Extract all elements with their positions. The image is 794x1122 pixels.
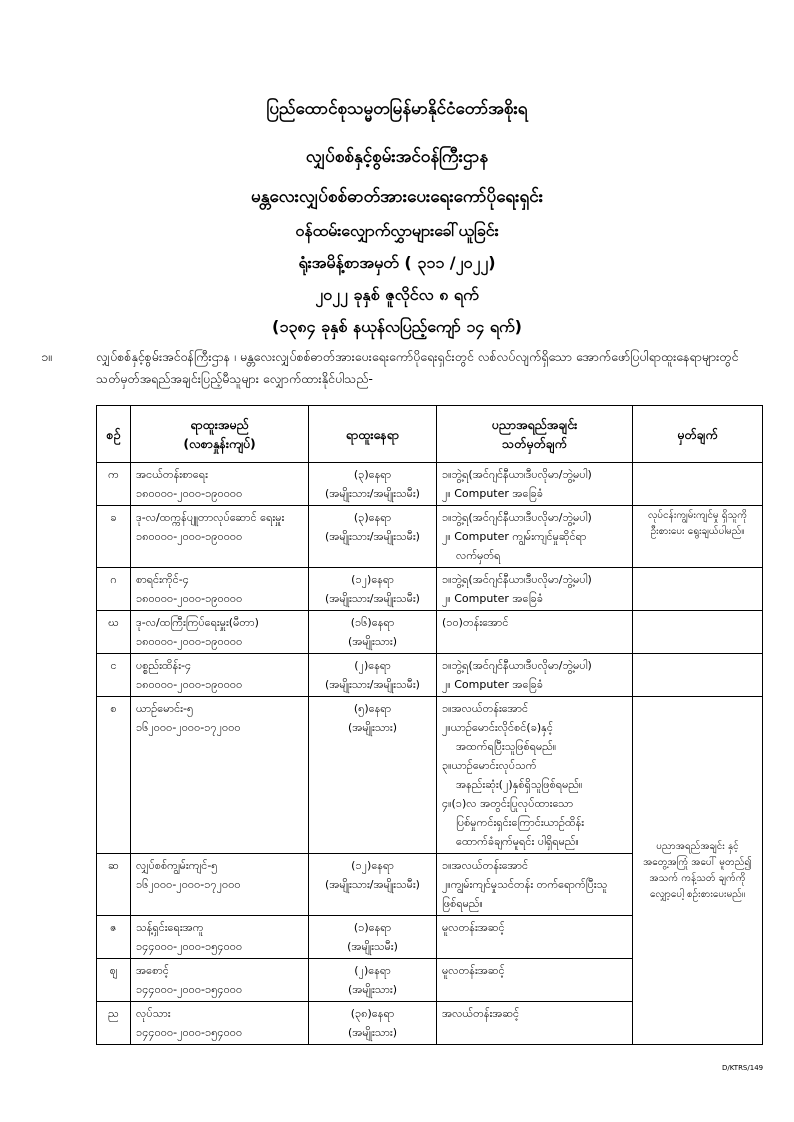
location-gender: (အမျိုးသား/အမျိုးသမီး) (325, 487, 420, 500)
location-gender: (အမျိုးသား) (347, 721, 398, 734)
qualification-line: ၂။ကျွမ်းကျင်မှုသင်တန်း တက်ရောက်ပြီးသူ (442, 878, 608, 891)
table-row (97, 506, 763, 568)
post-salary: ၁၈၀၀၀၀-၂၀၀၀-၁၉၀၀၀၀ (136, 678, 243, 691)
location-cell (309, 654, 437, 697)
location-count: (၁၂)နေရာ (351, 859, 394, 872)
table-row (97, 611, 763, 654)
post-title: အငယ်တန်းစာရေး (136, 468, 208, 481)
location-cell (309, 1002, 437, 1045)
location-gender: (အမျိုးသား/အမျိုးသမီး) (325, 878, 420, 891)
qualification-cell (437, 959, 633, 1002)
qualification-line: ၁။အလယ်တန်းအောင် (442, 702, 529, 715)
post-cell (131, 654, 309, 697)
remark-cell (633, 463, 763, 506)
qualification-line: ၃။ယာဉ်မောင်းလုပ်သက် (442, 759, 537, 772)
remark-cell (633, 568, 763, 611)
qualification-line: အနည်းဆုံး(၂)နှစ်ရှိသူဖြစ်ရမည်။ (456, 778, 583, 791)
location-cell (309, 463, 437, 506)
intro-text: လျှပ်စစ်နှင့်စွမ်းအင်ဝန်ကြီးဌာန ၊ မန္တလေးလျှပ်စစ်ဓာတ်အားပေးရေးကော်ပိုရေးရှင်းတွင် လစ်လပ်လျက်ရှိသော အောက်ဖော်ပြပါရာထူးနေရာများတွင် သတ်မှတ်အရည်အချင်းပြည့်မီသူများ လျှောက်ထားနိုင်ပါသည်- (96, 349, 739, 386)
header-post: ရာထူးအမည် (လစာနှုန်းကျပ်) (131, 406, 309, 463)
post-salary: ၁၈၀၀၀၀-၂၀၀၀-၁၉၀၀၀၀ (136, 487, 243, 500)
post-salary: ၁၈၀၀၀၀-၂၀၀၀-၁၉၀၀၀၀ (136, 530, 243, 543)
remark-cell (633, 654, 763, 697)
table-row (97, 568, 763, 611)
location-gender: (အမျိုးသား/အမျိုးသမီး) (325, 592, 420, 605)
location-count: (၁၆)နေရာ (350, 616, 395, 629)
header-no: စဉ် (97, 406, 131, 463)
post-salary: ၁၆၂၀၀၀-၂၀၀၀-၁၇၂၀၀၀ (136, 721, 241, 734)
qualification-line: လက်မှတ်ရ (456, 549, 501, 562)
row-number: ဇ (97, 916, 131, 959)
location-gender: (အမျိုးသား/အမျိုးသမီး) (325, 530, 420, 543)
qualification-line: ၁။ဘွဲ့ရ(အင်ဂျင်နီယာ၊ဒီပလိုမာ/ဘွဲ့မပါ) (442, 573, 592, 586)
post-cell (131, 568, 309, 611)
post-cell (131, 463, 309, 506)
qualification-cell (437, 611, 633, 654)
post-salary: ၁၄၄၀၀၀-၂၀၀၀-၁၅၄၀၀၀ (136, 983, 243, 996)
row-number: စ (97, 697, 131, 854)
location-count: (၂)နေရာ (354, 964, 391, 977)
row-number: ဂ (97, 568, 131, 611)
table-row (97, 697, 763, 854)
header-remark: မှတ်ချက် (633, 406, 763, 463)
post-title: လုပ်သား (136, 1007, 171, 1020)
qualification-line: အထက်ရပြီးသူဖြစ်ရမည်။ (456, 740, 557, 753)
qualification-line: ၂။ Computer အခြေခံ (442, 487, 543, 500)
location-count: (၃)နေရာ (353, 511, 392, 524)
header-line-3: မန္တလေးလျှပ်စစ်ဓာတ်အားပေးရေးကော်ပိုရေးရှင်း (250, 187, 544, 207)
location-gender: (အမျိုးသား) (347, 983, 398, 996)
post-salary: ၁၄၄၀၀၀-၂၀၀၀-၁၅၄၀၀၀ (136, 1026, 243, 1039)
qualification-line: မူလတန်းအဆင့် (442, 921, 505, 934)
post-salary: ၁၈၀၀၀၀-၂၀၀၀-၁၉၀၀၀၀ (136, 635, 243, 648)
qualification-line: မူလတန်းအဆင့် (442, 964, 505, 977)
qualification-line: ပြစ်မှုကင်းရှင်းကြောင်းယာဉ်ထိန်း (456, 816, 585, 829)
post-cell (131, 916, 309, 959)
location-cell (309, 697, 437, 854)
location-count: (၁)နေရာ (353, 921, 392, 934)
location-count: (၃၈)နေရာ (350, 1007, 395, 1020)
row-number: ခ (97, 506, 131, 568)
qualification-cell (437, 654, 633, 697)
post-title: ပစ္စည်းထိန်း-၄ (136, 659, 192, 672)
qualification-line: ၁။ဘွဲ့ရ(အင်ဂျင်နီယာ၊ဒီပလိုမာ/ဘွဲ့မပါ) (442, 468, 592, 481)
qualification-line: ၁။ဘွဲ့ရ(အင်ဂျင်နီယာ၊ဒီပလိုမာ/ဘွဲ့မပါ) (442, 659, 592, 672)
post-title: သန့်ရှင်းရေးအကူ (136, 921, 204, 934)
post-cell (131, 1002, 309, 1045)
post-title: လျှပ်စစ်ကျွမ်းကျင်-၅ (136, 859, 218, 872)
post-cell (131, 611, 309, 654)
row-number: ည (97, 1002, 131, 1045)
location-cell (309, 568, 437, 611)
qualification-line: ၂။ Computer ကျွမ်းကျင်မှုဆိုင်ရာ (442, 530, 587, 543)
location-count: (၃)နေရာ (353, 468, 392, 481)
table-row (97, 654, 763, 697)
qualification-line: ၂။ Computer အခြေခံ (442, 592, 543, 605)
post-title: အစောင့် (136, 964, 169, 977)
qualification-cell (437, 854, 633, 916)
post-cell (131, 959, 309, 1002)
qualification-cell (437, 506, 633, 568)
header-line-4: ဝန်ထမ်းလျှောက်လွှာများခေါ်ယူခြင်း (295, 221, 499, 240)
qualification-line: (၁၀)တန်းအောင် (442, 616, 509, 629)
header-line-7: (၁၃၈၄ ခုနှစ် နယုန်လပြည့်ကျော် ၁၄ ရက်) (272, 317, 522, 336)
table-row (97, 463, 763, 506)
row-number: က (97, 463, 131, 506)
qualification-line: ထောက်ခံချက်မူရင်း ပါရှိရမည်။ (456, 835, 579, 848)
post-salary: ၁၈၀၀၀၀-၂၀၀၀-၁၉၀၀၀၀ (136, 592, 243, 605)
location-gender: (အမျိုးသမီး) (347, 940, 398, 953)
location-count: (၅)နေရာ (353, 702, 392, 715)
remark-cell: လုပ်ငန်းကျွမ်းကျင်မှု ရှိသူကို ဦးစားပေး ရွေးချယ်ပါမည်။ (633, 506, 763, 568)
remark-merged-cell: ပညာအရည်အချင်း နှင့် အတွေ့အကြုံ အပေါ် မူတည်၍ အသက် ကန့်သတ် ချက်ကို လျှော့ပေါ့ စဉ်းစားပေးမည်။ (633, 697, 763, 1045)
header-line-5: ရုံးအမိန့်စာအမှတ် ( ၃၁၁ /၂၀၂၂) (298, 253, 496, 272)
qualification-line: ၄။(၁)လ အတွင်းပြုလုပ်ထားသော (442, 797, 574, 810)
qualification-line: ၁။ဘွဲ့ရ(အင်ဂျင်နီယာ၊ဒီပလိုမာ/ဘွဲ့မပါ) (442, 511, 592, 524)
post-cell (131, 697, 309, 854)
location-gender: (အမျိုးသား/အမျိုးသမီး) (325, 678, 420, 691)
document-code: D/KTRS/149 (722, 1064, 764, 1072)
post-cell (131, 506, 309, 568)
location-gender: (အမျိုးသား) (347, 1026, 398, 1039)
location-cell (309, 611, 437, 654)
vacancy-table (96, 405, 763, 1045)
qualification-line: ၂။ယာဉ်မောင်းလိုင်စင်(ခ)နှင့် (442, 721, 553, 734)
location-count: (၂)နေရာ (354, 659, 391, 672)
post-title: ဒု-လ/ထက္ကန်ပျူတာလုပ်ဆောင် ရေးမှူး (136, 511, 285, 524)
qualification-line: ၂။ Computer အခြေခံ (442, 678, 543, 691)
table-header-row (97, 406, 763, 463)
post-salary: ၁၆၂၀၀၀-၂၀၀၀-၁၇၂၀၀၀ (136, 878, 241, 891)
qualification-line: ဖြစ်ရမည်။ (442, 897, 483, 910)
row-number: ဈ (97, 959, 131, 1002)
qualification-line: ၁။အလယ်တန်းအောင် (442, 859, 529, 872)
location-gender: (အမျိုးသား) (347, 635, 398, 648)
qualification-cell (437, 1002, 633, 1045)
location-cell (309, 854, 437, 916)
intro-paragraph (41, 346, 772, 390)
row-number: င (97, 654, 131, 697)
location-cell (309, 959, 437, 1002)
remark-cell (633, 611, 763, 654)
header-line-2: လျှပ်စစ်နှင့်စွမ်းအင်ဝန်ကြီးဌာန (305, 147, 489, 167)
header-line-6: ၂၀၂၂ ခုနှစ် ဇူလိုင်လ ၈ ရက် (315, 285, 479, 304)
location-count: (၁၂)နေရာ (351, 573, 394, 586)
qualification-line: အလယ်တန်းအဆင့် (442, 1007, 520, 1020)
qualification-cell (437, 916, 633, 959)
header-line-1: ပြည်ထောင်စုသမ္မတမြန်မာနိုင်ငံတော်အစိုးရ (266, 99, 528, 119)
intro-number: ၁။ (41, 349, 52, 364)
post-title: ဒု-လ/ထကြီးကြပ်ရေးမှူး(မီတာ) (136, 616, 259, 629)
post-cell (131, 854, 309, 916)
qualification-cell (437, 463, 633, 506)
post-title: စာရင်းကိုင်-၄ (136, 573, 189, 586)
location-cell (309, 506, 437, 568)
location-cell (309, 916, 437, 959)
post-salary: ၁၄၄၀၀၀-၂၀၀၀-၁၅၄၀၀၀ (136, 940, 243, 953)
qualification-cell (437, 697, 633, 854)
row-number: ဆ (97, 854, 131, 916)
header-location: ရာထူးနေရာ (309, 406, 437, 463)
post-title: ယာဉ်မောင်း-၅ (136, 702, 194, 715)
row-number: ဃ (97, 611, 131, 654)
qualification-cell (437, 568, 633, 611)
header-qualification: ပညာအရည်အချင်း သတ်မှတ်ချက် (437, 406, 633, 463)
